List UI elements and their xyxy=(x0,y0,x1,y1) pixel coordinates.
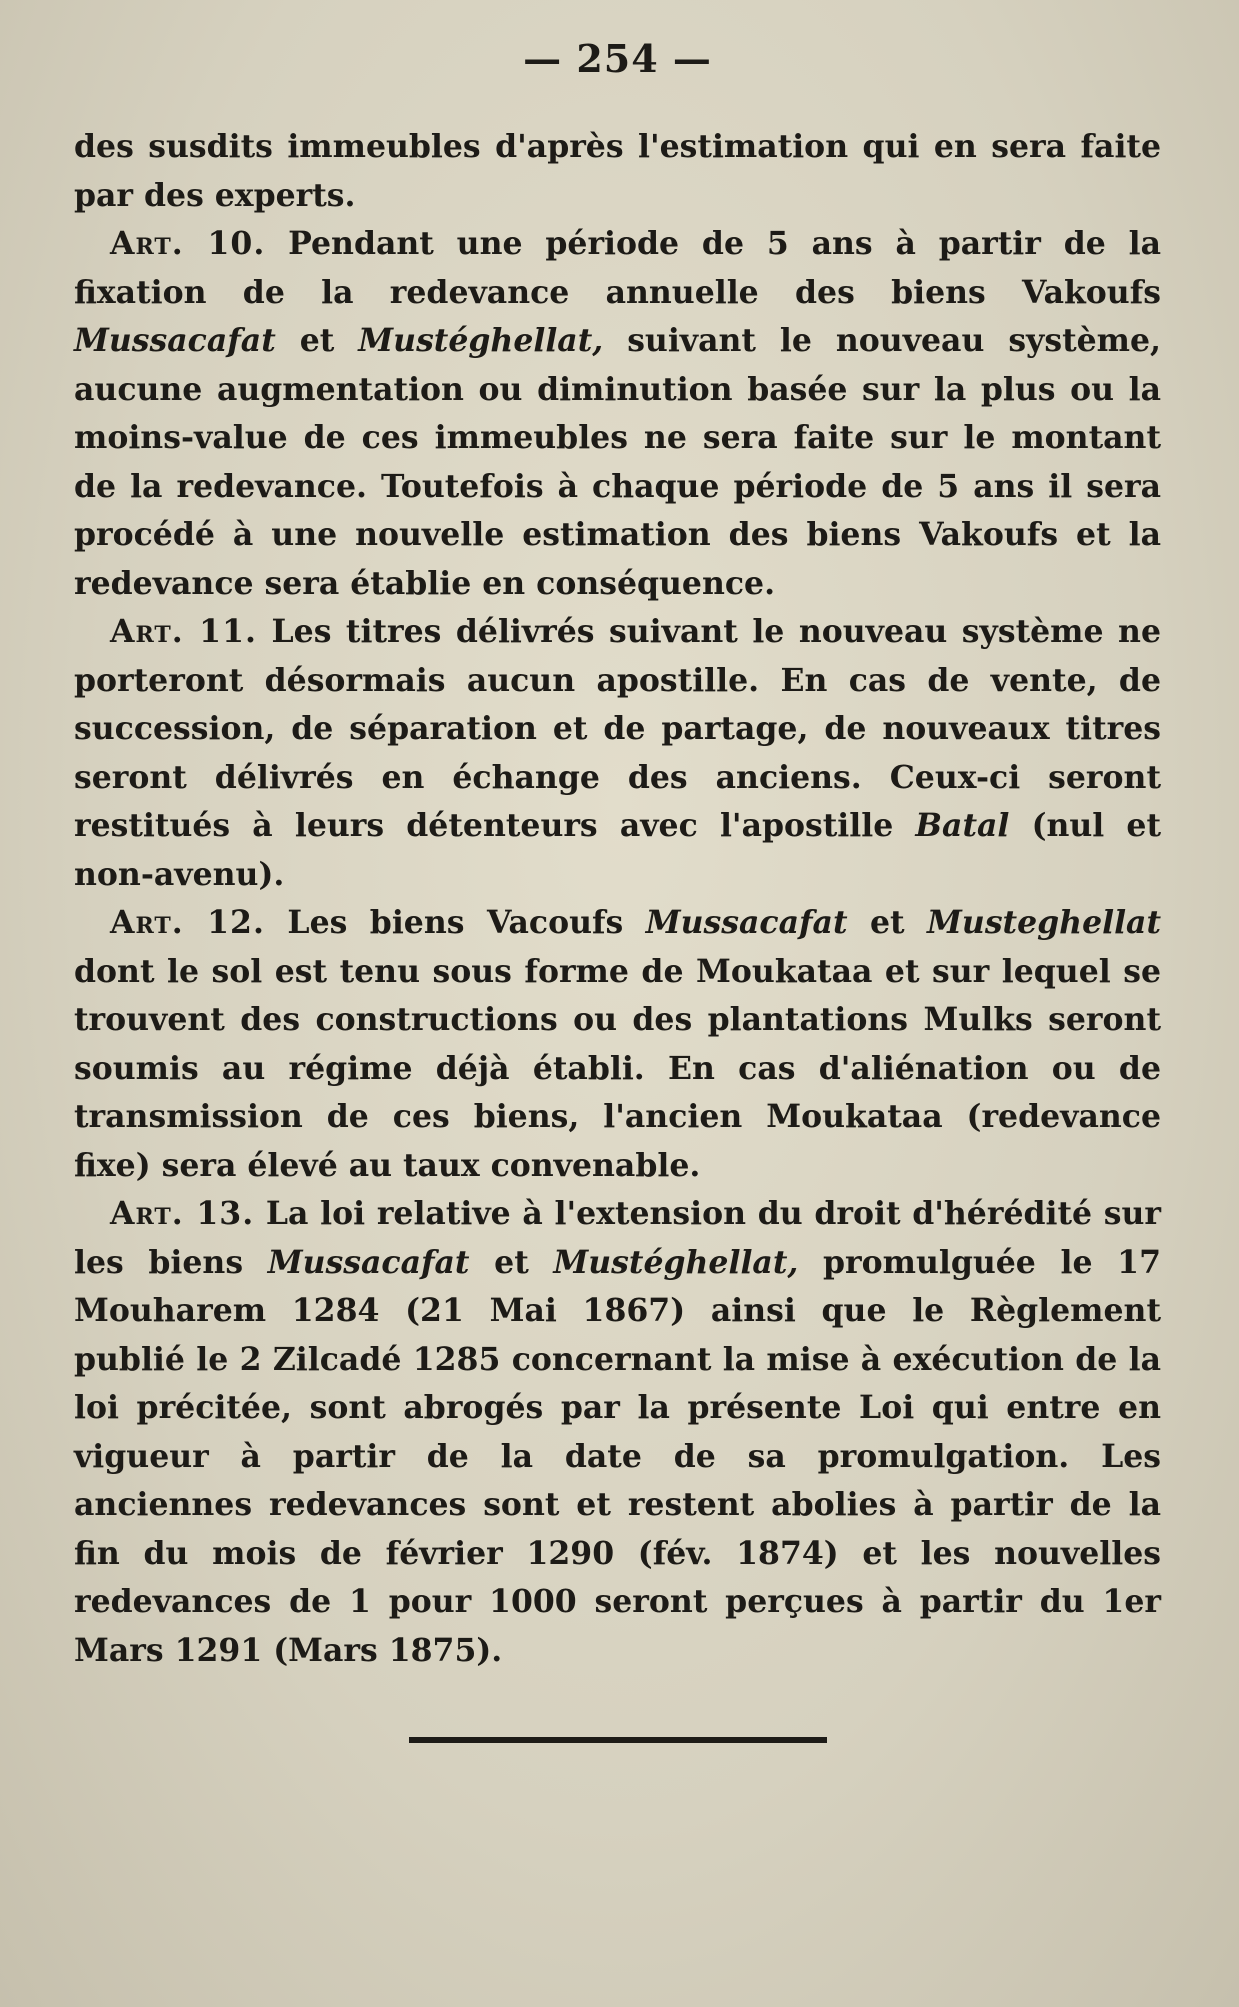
article-text: Les biens Vacoufs xyxy=(287,904,624,941)
article-term: Musteghellat xyxy=(927,904,1162,941)
article-term: Mustéghellat, xyxy=(553,1243,799,1281)
article-text: et xyxy=(869,904,905,941)
article-text: et xyxy=(299,322,335,359)
article-label: Art. 12. xyxy=(110,904,265,941)
document-body xyxy=(74,123,1161,1675)
article-label: Art. 10. xyxy=(110,225,266,262)
article-text: La loi relative à l'extension du droit d'hérédité sur les biens xyxy=(74,1195,1162,1281)
end-rule xyxy=(409,1737,827,1743)
article-term: Mussacafat xyxy=(267,1243,470,1281)
article-10 xyxy=(74,220,1161,608)
article-label: Art. 11. xyxy=(110,613,257,650)
article-12 xyxy=(74,899,1161,1190)
article-text: (nul et non-avenu). xyxy=(74,807,1162,893)
article-text: Pendant une période de 5 ans à partir de la fixation de la redevance annuelle des biens Vakoufs xyxy=(74,225,1161,311)
article-13 xyxy=(74,1190,1161,1675)
article-label: Art. 13. xyxy=(110,1195,255,1232)
article-text: suivant le nouveau système, aucune augmentation ou diminution basée sur la plus ou la moins-value de ces immeubles ne sera faite sur le montant de la redevance. Toutefois à chaque période de 5 ans il sera procédé à une nouvelle estimation des biens Vakoufs et la redevance sera établie en conséquence. xyxy=(74,322,1162,602)
article-text: promulguée le 17 Mouharem 1284 (21 Mai 1867) ainsi que le Règlement publié le 2 Zilcadé 1285 concernant la mise à exécution de la loi précitée, sont abrogés par la présente Loi qui entre en vigueur à partir de la date de sa promulgation. Les anciennes redevances sont et restent abolies à partir de la fin du mois de février 1290 (fév. 1874) et les nouvelles redevances de 1 pour 1000 seront perçues à partir du 1er Mars 1291 (Mars 1875). xyxy=(74,1243,1161,1669)
article-11 xyxy=(74,608,1161,899)
article-term: Mustéghellat, xyxy=(358,322,604,359)
article-text: dont le sol est tenu sous forme de Moukataa et sur lequel se trouvent des constructions ou des plantations Mulks seront soumis au régime déjà établi. En cas d'aliénation ou de transmission de ces biens, l'ancien Moukataa (redevance fixe) sera élevé au taux convenable. xyxy=(74,952,1161,1184)
article-term: Mussacafat xyxy=(74,322,276,359)
intro-paragraph: des susdits immeubles d'après l'estimation qui en sera faite par des experts. xyxy=(74,128,1161,214)
article-text: Les titres délivrés suivant le nouveau système ne porteront désormais aucun apostille. En cas de vente, de succession, de séparation et de partage, de nouveaux titres seront délivrés en échange des anciens. Ceux-ci seront restitués à leurs détenteurs avec l'apostille xyxy=(74,613,1161,844)
article-text: et xyxy=(494,1243,529,1281)
article-term: Batal xyxy=(915,807,1010,844)
article-term: Mussacafat xyxy=(645,904,848,941)
page-number: — 254 — xyxy=(523,36,712,81)
